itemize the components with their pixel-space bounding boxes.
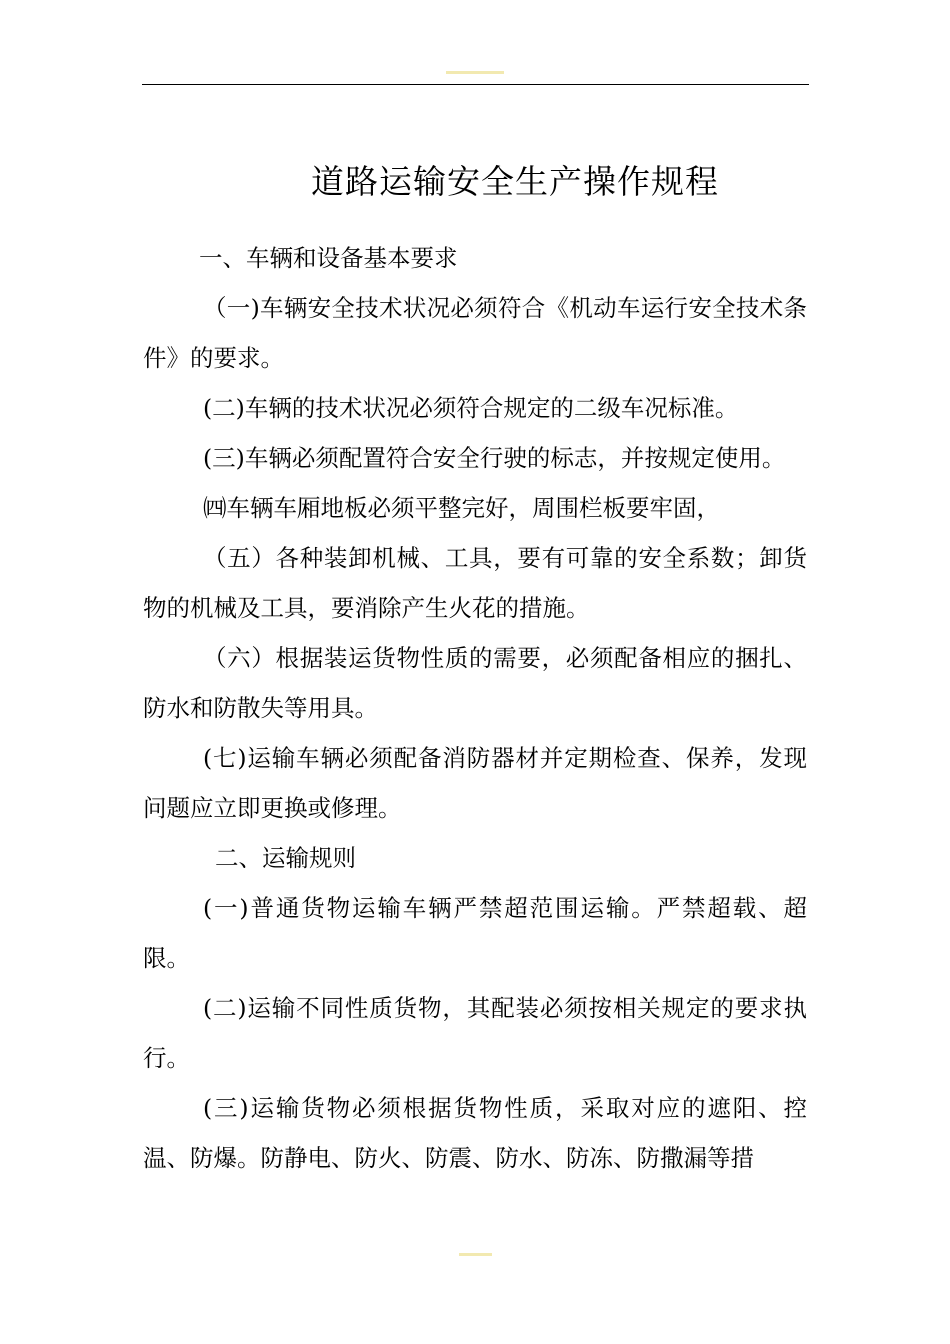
- document-body: [143, 233, 807, 1183]
- section-heading: 一、车辆和设备基本要求: [199, 244, 458, 272]
- paragraph: （一)车辆安全技术状况必须符合《机动车运行安全技术条件》的要求。: [143, 294, 807, 372]
- paragraph: (三)车辆必须配置符合安全行驶的标志，并按规定使用。: [203, 444, 786, 472]
- paragraph: (一)普通货物运输车辆严禁超范围运输。严禁超载、超限。: [143, 894, 807, 972]
- paragraph: ㈣车辆车厢地板必须平整完好，周围栏板要牢固，: [203, 494, 720, 522]
- paragraph: (七)运输车辆必须配备消防器材并定期检查、保养，发现问题应立即更换或修理。: [143, 744, 807, 822]
- paragraph: (二)车辆的技术状况必须符合规定的二级车况标准。: [203, 394, 739, 422]
- paragraph: （五）各种装卸机械、工具，要有可靠的安全系数；卸货物的机械及工具，要消除产生火花的措施。: [143, 544, 807, 622]
- footer-mark: [459, 1253, 492, 1256]
- paragraph: (二)运输不同性质货物，其配装必须按相关规定的要求执行。: [143, 994, 807, 1072]
- document-title: 道路运输安全生产操作规程: [311, 162, 719, 201]
- paragraph: （六）根据装运货物性质的需要，必须配备相应的捆扎、防水和防散失等用具。: [143, 644, 807, 722]
- header-rule: [142, 84, 809, 85]
- paragraph: (三)运输货物必须根据货物性质，采取对应的遮阳、控温、防爆。防静电、防火、防震、防水、防冻、防撒漏等措: [143, 1094, 807, 1172]
- section-heading: 二、运输规则: [215, 844, 356, 872]
- header-mark: [446, 71, 504, 74]
